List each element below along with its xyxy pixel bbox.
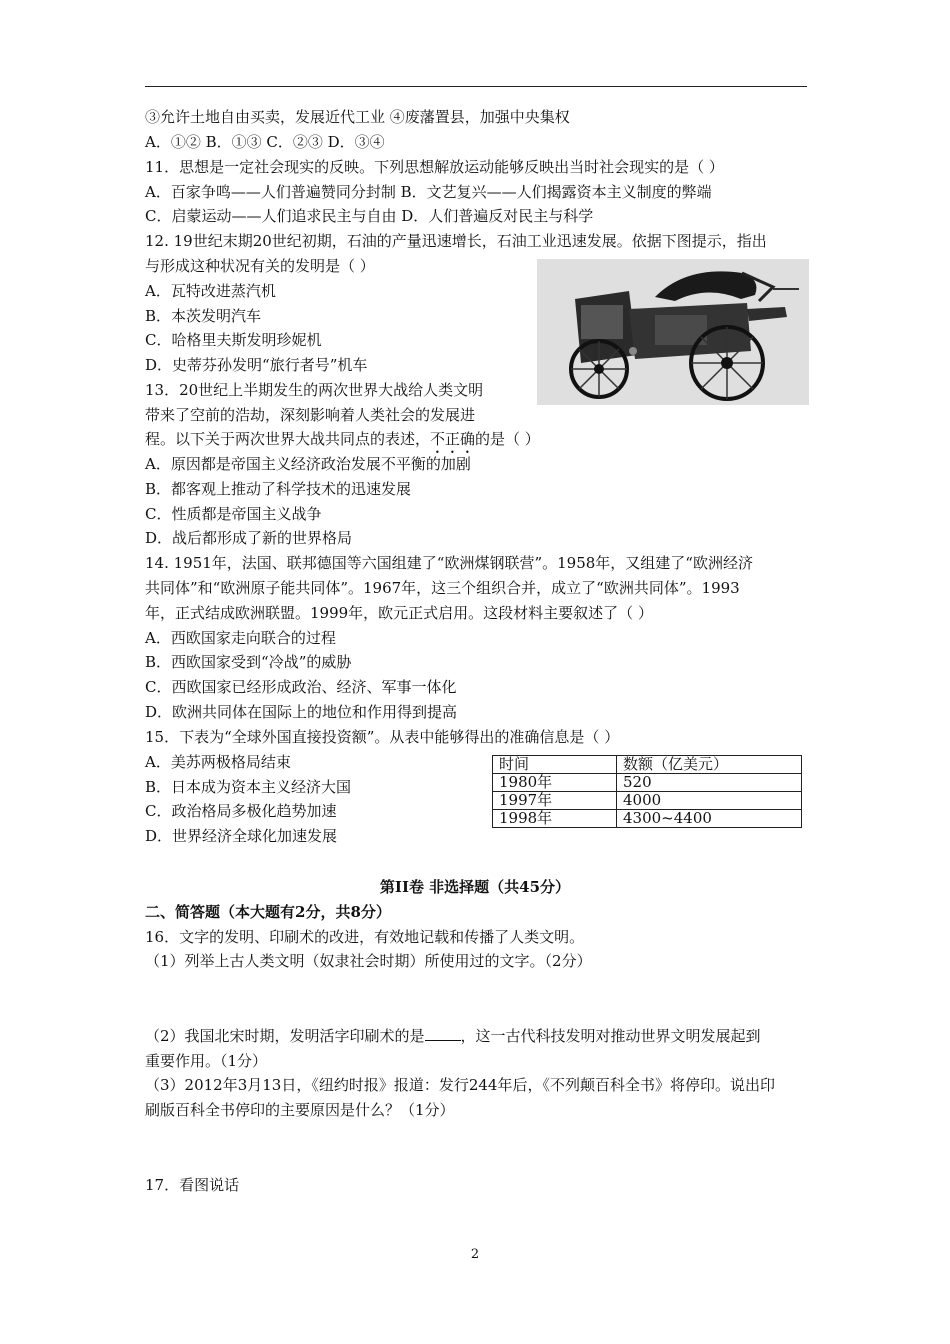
q12-option-a: A．瓦特改进蒸汽机 <box>145 282 276 300</box>
q16-part-2a: （2）我国北宋时期，发明活字印刷术的是 <box>145 1027 425 1045</box>
q12-option-d: D．史蒂芬孙发明“旅行者号”机车 <box>145 356 368 374</box>
table-row <box>493 774 802 792</box>
q14-option-c: C．西欧国家已经形成政治、经济、军事一体化 <box>145 678 457 696</box>
q16-part-3: （3）2012年3月13日，《纽约时报》报道：发行244年后，《不列颠百科全书》将停印。说出印 <box>145 1076 775 1094</box>
q14-option-d: D．欧洲共同体在国际上的地位和作用得到提高 <box>145 703 458 721</box>
table-row <box>493 792 802 810</box>
q11-stem: 11．思想是一定社会现实的反映。下列思想解放运动能够反映出当时社会现实的是（ ） <box>145 158 724 176</box>
q11-options-cd: C．启蒙运动——人们追求民主与自由 D．人们普遍反对民主与科学 <box>145 207 594 225</box>
answer-blank[interactable] <box>425 1026 461 1041</box>
q14-stem-3: 年，正式结成欧洲联盟。1999年，欧元正式启用。这段材料主要叙述了（ ） <box>145 604 653 622</box>
header-rule <box>145 86 807 87</box>
q16-part-2b: ，这一古代科技发明对推动世界文明发展起到 <box>460 1027 761 1045</box>
table-header-cell: 数额（亿美元） <box>617 756 802 774</box>
q10-options-34: ③允许土地自由买卖，发展近代工业 ④废藩置县，加强中央集权 <box>145 108 570 126</box>
section-title: 第II卷 非选择题（共45分） <box>379 878 571 896</box>
q13-option-a: A．原因都是帝国主义经济政治发展不平衡的加剧 <box>145 455 471 473</box>
q13-stem-1: 13．20世纪上半期发生的两次世界大战给人类文明 <box>145 381 484 399</box>
q13-stem-3c: 的是（ ） <box>475 430 540 448</box>
q12-option-c: C．哈格里夫斯发明珍妮机 <box>145 331 322 349</box>
q10-choices: A．①② B．①③ C．②③ D．③④ <box>145 133 385 151</box>
table-cell: 520 <box>617 774 802 792</box>
q11-options-ab: A．百家争鸣——人们普遍赞同分封制 B．文艺复兴——人们揭露资本主义制度的弊端 <box>145 183 712 201</box>
table-cell: 1998年 <box>493 810 617 828</box>
q12-option-b: B．本茨发明汽车 <box>145 307 262 325</box>
q16-stem: 16．文字的发明、印刷术的改进，有效地记载和传播了人类文明。 <box>145 928 585 946</box>
table-cell: 4000 <box>617 792 802 810</box>
table-cell: 1980年 <box>493 774 617 792</box>
q13-stem-3 <box>145 429 540 457</box>
automobile-photo <box>537 259 809 405</box>
q16-part-2-cont: 重要作用。（1分） <box>145 1052 268 1070</box>
table-cell: 4300~4400 <box>617 810 802 828</box>
q13-option-c: C．性质都是帝国主义战争 <box>145 505 322 523</box>
q17-stem: 17．看图说话 <box>145 1176 240 1194</box>
q14-stem-1: 14. 1951年，法国、联邦德国等六国组建了“欧洲煤钢联营”。1958年，又组建了“欧洲经济 <box>145 554 753 572</box>
table-header-row <box>493 756 802 774</box>
q13-option-b: B．都客观上推动了科学技术的迅速发展 <box>145 480 412 498</box>
q14-option-a: A．西欧国家走向联合的过程 <box>145 629 336 647</box>
q13-stem-3a: 程。以下关于两次世界大战共同点的表述， <box>145 430 431 448</box>
table-header-cell: 时间 <box>493 756 617 774</box>
q16-part-1: （1）列举上古人类文明（奴隶社会时期）所使用过的文字。（2分） <box>145 952 592 970</box>
q13-stem-2: 带来了空前的浩劫，深刻影响着人类社会的发展进 <box>145 406 476 424</box>
table-cell: 1997年 <box>493 792 617 810</box>
investment-table <box>492 755 802 828</box>
table-row <box>493 810 802 828</box>
emphasis-not-correct: 不正确 <box>430 430 476 448</box>
q15-option-a: A．美苏两极格局结束 <box>145 753 291 771</box>
q16-part-2 <box>145 1026 761 1046</box>
section-heading: 二、简答题（本大题有2分，共8分） <box>145 903 391 921</box>
q16-part-3-cont: 刷版百科全书停印的主要原因是什么？（1分） <box>145 1101 455 1119</box>
q14-stem-2: 共同体”和“欧洲原子能共同体”。1967年，这三个组织合并，成立了“欧洲共同体”。1993 <box>145 579 740 597</box>
q13-option-d: D．战后都形成了新的世界格局 <box>145 529 353 547</box>
q15-stem: 15．下表为“全球外国直接投资额”。从表中能够得出的准确信息是（ ） <box>145 728 620 746</box>
q12-stem-cont: 与形成这种状况有关的发明是（ ） <box>145 257 375 275</box>
q15-option-b: B．日本成为资本主义经济大国 <box>145 778 352 796</box>
q15-option-d: D．世界经济全球化加速发展 <box>145 827 338 845</box>
q14-option-b: B．西欧国家受到“冷战”的威胁 <box>145 653 352 671</box>
q12-stem: 12. 19世纪末期20世纪初期，石油的产量迅速增长，石油工业迅速发展。依据下图提示，指出 <box>145 232 767 250</box>
q15-option-c: C．政治格局多极化趋势加速 <box>145 802 337 820</box>
page-number: 2 <box>470 1247 480 1262</box>
